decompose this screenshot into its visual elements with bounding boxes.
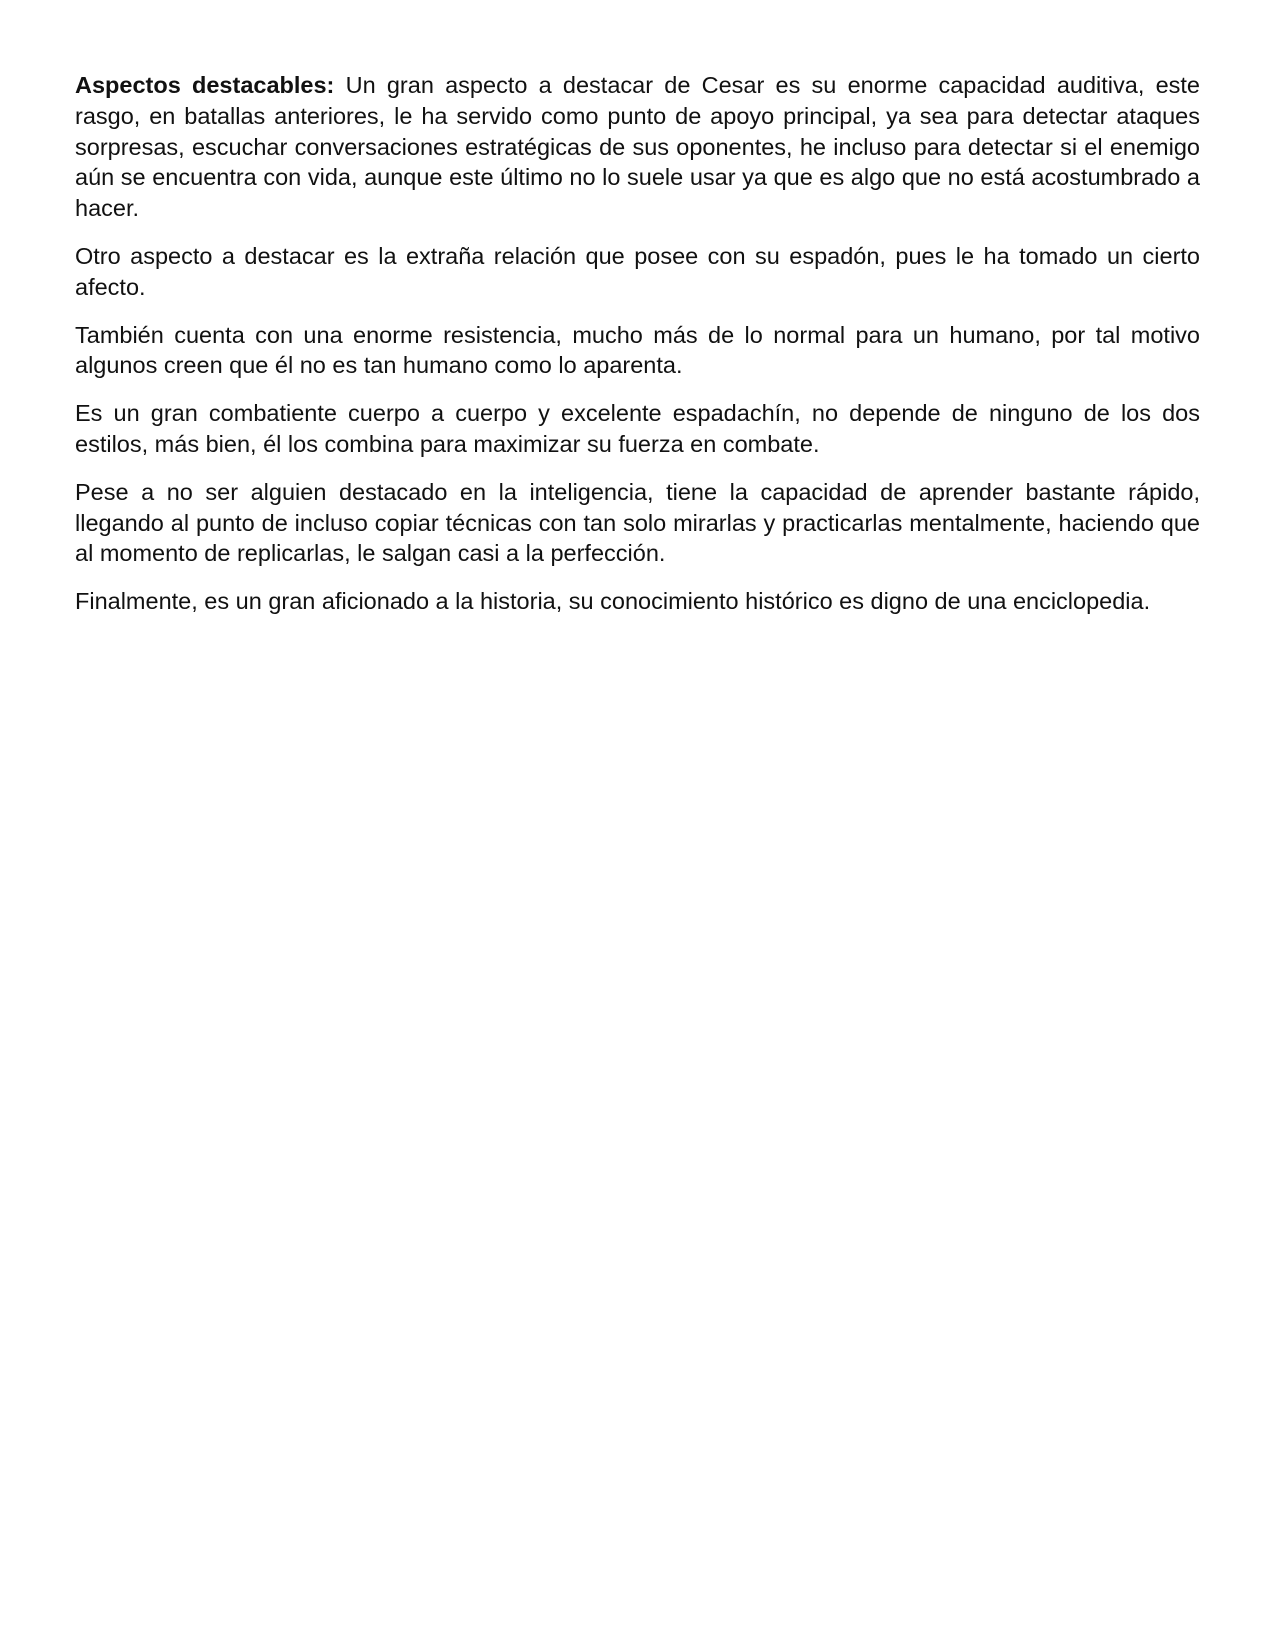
paragraph-lead-heading: Aspectos destacables: — [75, 72, 335, 98]
paragraph-espadon: Otro aspecto a destacar es la extraña relación que posee con su espadón, pues le ha tomado un cierto afecto. — [75, 242, 1200, 300]
paragraph-resistencia: También cuenta con una enorme resistencia, mucho más de lo normal para un humano, por tal motivo algunos creen que él no es tan humano como lo aparenta. — [75, 321, 1200, 379]
paragraph-combatiente: Es un gran combatiente cuerpo a cuerpo y excelente espadachín, no depende de ninguno de los dos estilos, más bien, él los combina para maximizar su fuerza en combate. — [75, 400, 1200, 457]
paragraph-historia: Finalmente, es un gran aficionado a la historia, su conocimiento histórico es digno de una enciclopedia. — [75, 588, 1151, 615]
paragraph-aspectos-destacables — [75, 70, 1200, 224]
paragraph-aprendizaje: Pese a no ser alguien destacado en la inteligencia, tiene la capacidad de aprender bastante rápido, llegando al punto de incluso copiar técnicas con tan solo mirarlas y practicarlas mentalmente, haciendo que al momento de replicarlas, le salgan casi a la perfección. — [75, 478, 1200, 567]
document-page — [75, 70, 1200, 634]
paragraph-text: Un gran aspecto a destacar de Cesar es su enorme capacidad auditiva, este rasgo, en batallas anteriores, le ha servido como punto de apoyo principal, ya sea para detectar ataques sorpresas, escuchar conversaciones estratégicas de sus oponentes, he incluso para detectar si el enemigo aún se encuentra con vida, aunque este último no lo suele usar ya que es algo que no está acostumbrado a hacer. — [75, 72, 1200, 222]
